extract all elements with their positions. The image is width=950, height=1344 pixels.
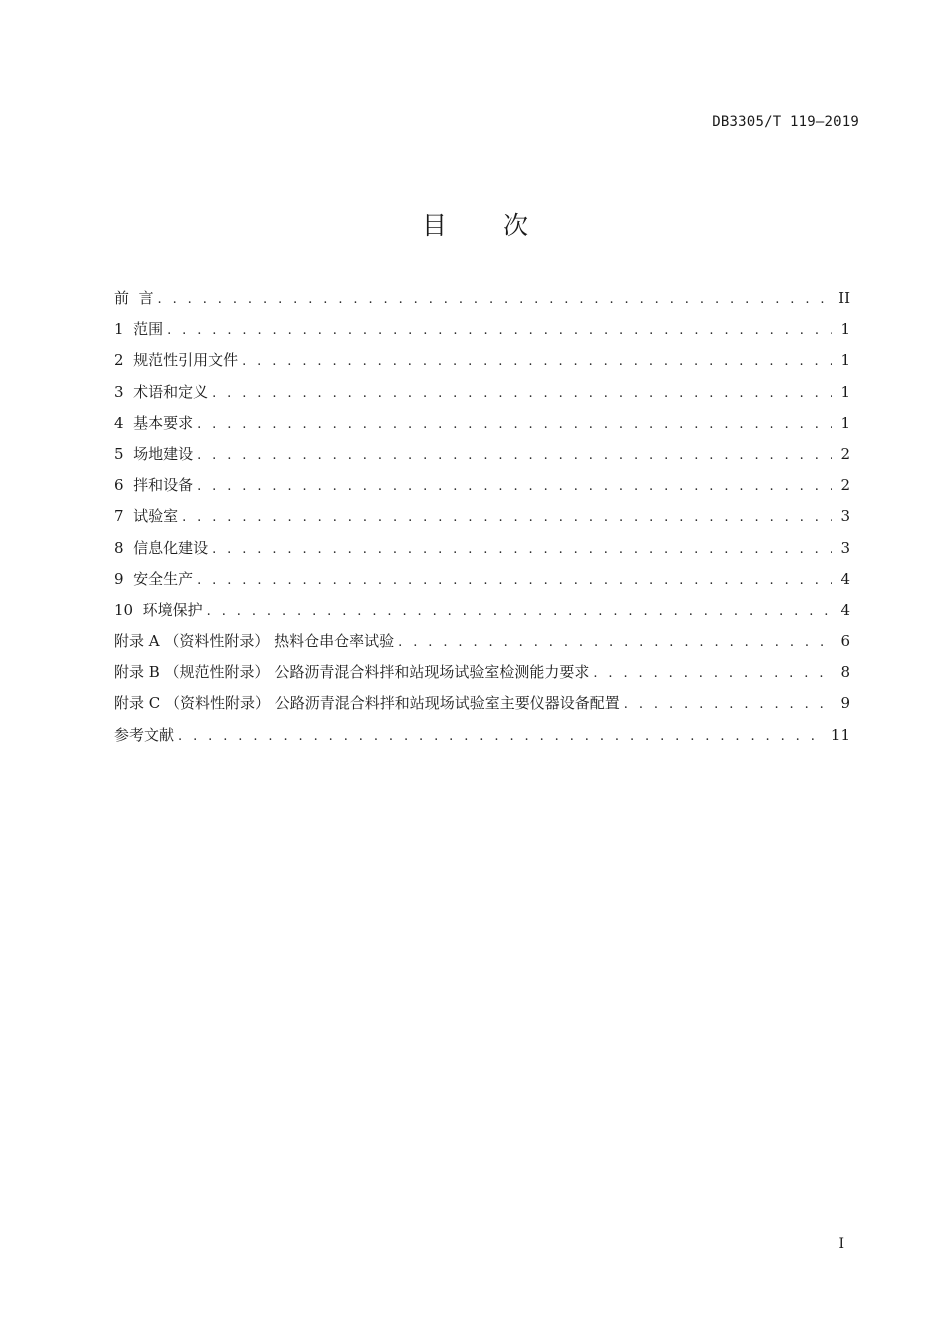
toc-entry-appendix-c[interactable] (114, 691, 850, 722)
toc-entry-page: 8 (840, 663, 850, 682)
toc-leader-dots (593, 662, 832, 686)
toc-leader-dots (158, 288, 831, 312)
toc-entry-label: 前 言 (114, 289, 154, 307)
toc-entry-basic-requirements[interactable] (114, 411, 850, 442)
toc-leader-dots (212, 382, 832, 406)
toc-entry-label: 6 拌和设备 (114, 476, 194, 495)
toc-entry-bibliography[interactable] (114, 723, 850, 754)
toc-entry-normative-references[interactable] (114, 348, 850, 379)
toc-title: 目 次 (422, 211, 552, 240)
toc-entry-label: 10 环境保护 (114, 600, 203, 619)
toc-entry-page: 4 (840, 569, 850, 588)
toc-entry-page: 2 (840, 444, 850, 463)
toc-entry-page: 6 (840, 632, 850, 651)
toc-entry-page: 3 (840, 507, 850, 526)
table-of-contents (114, 286, 850, 754)
toc-entry-label: 参考文献 (114, 725, 175, 744)
toc-entry-page: 9 (840, 694, 850, 713)
document-code: DB3305/T 119—2019 (712, 114, 859, 130)
toc-entry-label: 8 信息化建设 (114, 538, 209, 557)
toc-entry-label: 附录 A （资料性附录） 热料仓串仓率试验 (114, 632, 395, 651)
toc-entry-terms-definitions[interactable] (114, 380, 850, 411)
toc-entry-page: 11 (830, 725, 850, 744)
toc-entry-mixing-equipment[interactable] (114, 473, 850, 504)
toc-entry-environmental-protection[interactable] (114, 598, 850, 629)
toc-entry-foreword[interactable] (114, 286, 850, 317)
toc-entry-scope[interactable] (114, 317, 850, 348)
toc-entry-laboratory[interactable] (114, 504, 850, 535)
toc-leader-dots (624, 693, 833, 717)
toc-entry-page: 2 (840, 476, 850, 495)
toc-leader-dots (197, 413, 832, 437)
toc-entry-label: 1 范围 (114, 320, 164, 339)
toc-leader-dots (242, 350, 832, 374)
toc-entry-label: 4 基本要求 (114, 413, 194, 432)
toc-entry-page: 1 (840, 351, 850, 370)
toc-entry-label: 5 场地建设 (114, 444, 194, 463)
toc-entry-site-construction[interactable] (114, 442, 850, 473)
toc-leader-dots (197, 475, 832, 499)
toc-leader-dots (212, 538, 832, 562)
toc-leader-dots (207, 600, 833, 624)
toc-entry-page: 3 (840, 538, 850, 557)
toc-entry-safe-production[interactable] (114, 567, 850, 598)
page-number: I (838, 1236, 844, 1252)
toc-entry-page: 1 (840, 413, 850, 432)
toc-leader-dots (197, 569, 832, 593)
toc-entry-label: 2 规范性引用文件 (114, 351, 239, 370)
toc-entry-page: II (838, 289, 850, 307)
toc-leader-dots (398, 631, 832, 655)
toc-entry-label: 7 试验室 (114, 507, 179, 526)
toc-entry-page: 1 (840, 320, 850, 339)
toc-entry-page: 1 (840, 382, 850, 401)
toc-leader-dots (182, 506, 832, 530)
toc-entry-label: 9 安全生产 (114, 569, 194, 588)
toc-leader-dots (167, 319, 832, 343)
toc-entry-informatization[interactable] (114, 536, 850, 567)
toc-entry-page: 4 (840, 600, 850, 619)
toc-entry-appendix-b[interactable] (114, 660, 850, 691)
toc-entry-label: 3 术语和定义 (114, 382, 209, 401)
toc-entry-label: 附录 C （资料性附录） 公路沥青混合料拌和站现场试验室主要仪器设备配置 (114, 694, 620, 713)
toc-entry-label: 附录 B （规范性附录） 公路沥青混合料拌和站现场试验室检测能力要求 (114, 663, 590, 682)
toc-entry-appendix-a[interactable] (114, 629, 850, 660)
toc-leader-dots (178, 725, 823, 749)
toc-leader-dots (197, 444, 832, 468)
